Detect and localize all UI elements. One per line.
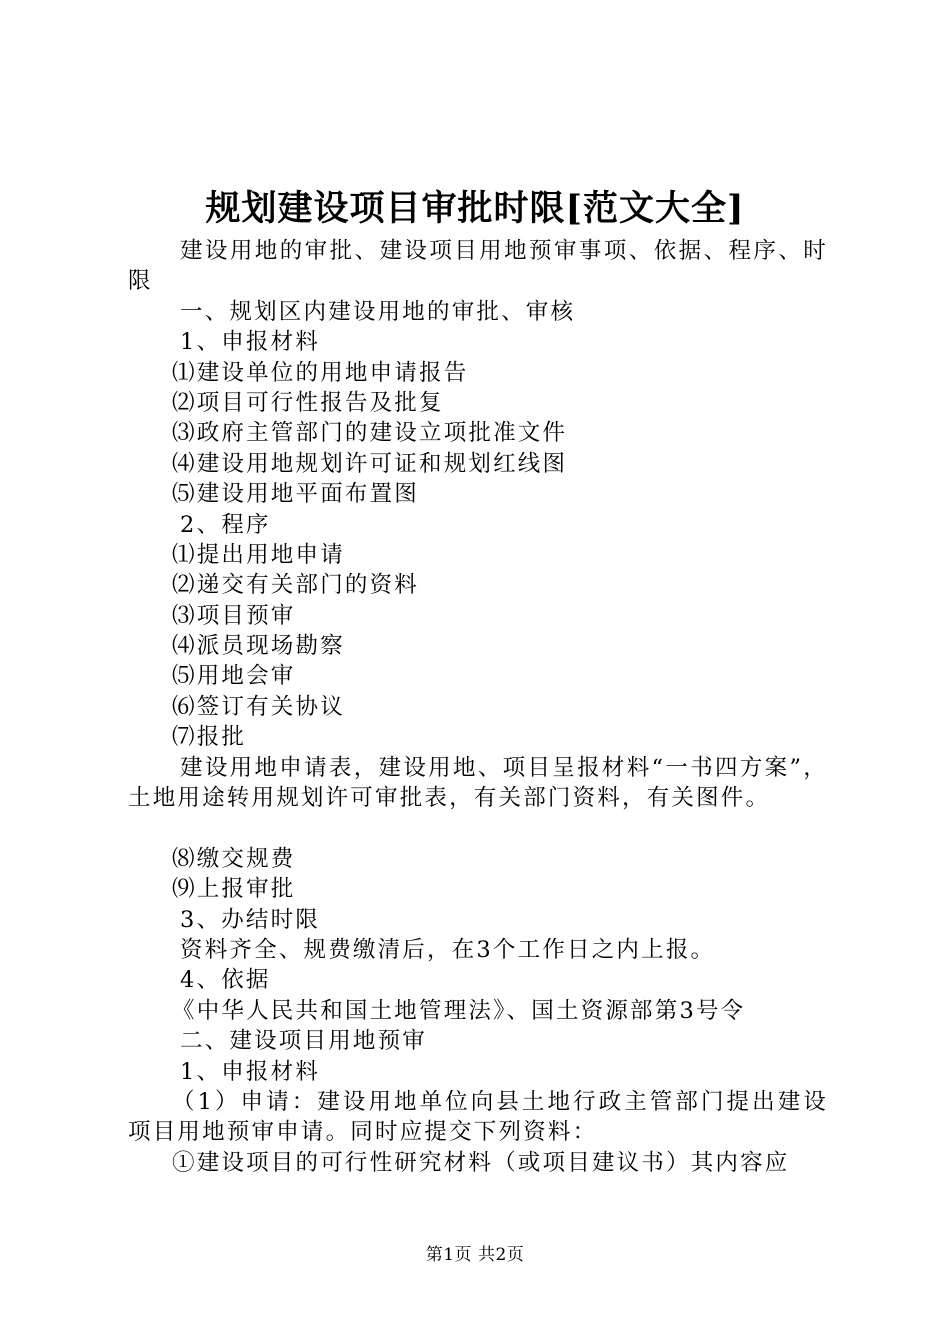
page-footer: 第1页 共2页 (425, 1245, 525, 1265)
paragraph-deadline: 资料齐全、规费缴清后，在3个工作日之内上报。 (180, 937, 716, 964)
paragraph-intro: 建设用地的审批、建设项目用地预审事项、依据、程序、时限 (128, 238, 828, 295)
list-item: ⑴建设单位的用地申请报告 (172, 359, 469, 386)
subsection-heading: 1、申报材料 (180, 329, 321, 356)
list-item: ⑷建设用地规划许可证和规划红线图 (172, 450, 568, 477)
document-body (128, 236, 828, 1178)
list-item: ⑴提出用地申请 (172, 541, 345, 568)
list-item: ⑵项目可行性报告及批复 (172, 389, 444, 416)
paragraph-materials: 建设用地申请表，建设用地、项目呈报材料“一书四方案”，土地用途转用规划许可审批表，有关部门资料，有关图件。 (128, 754, 828, 812)
section-heading-1: 一、规划区内建设用地的审批、审核 (180, 298, 576, 325)
document-title: 规划建设项目审批时限[范文大全] (205, 188, 745, 229)
paragraph-basis: 《中华人民共和国土地管理法》、国土资源部第3号令 (172, 997, 746, 1024)
section-heading-2: 二、建设项目用地预审 (180, 1028, 428, 1055)
list-item: ⑷派员现场勘察 (172, 633, 345, 660)
list-item: ⑹签订有关协议 (172, 693, 345, 720)
subsection-heading: 1、申报材料 (180, 1058, 321, 1085)
subsection-heading: 2、程序 (180, 511, 271, 538)
list-item: ⑻缴交规费 (172, 845, 296, 872)
list-item: ⑶项目预审 (172, 602, 296, 629)
paragraph-feasibility: ①建设项目的可行性研究材料（或项目建议书）其内容应 (172, 1149, 790, 1176)
list-item: ⑸建设用地平面布置图 (172, 481, 420, 508)
paragraph-application: （1）申请：建设用地单位向县土地行政主管部门提出建设项目用地预审申请。同时应提交下列资料： (128, 1088, 828, 1146)
list-item: ⑼上报审批 (172, 876, 296, 903)
list-item: ⑵递交有关部门的资料 (172, 572, 420, 599)
list-item: ⑶政府主管部门的建设立项批准文件 (172, 420, 568, 447)
subsection-heading: 3、办结时限 (180, 906, 321, 933)
list-item: ⑺报批 (172, 724, 247, 751)
list-item: ⑸用地会审 (172, 663, 296, 690)
subsection-heading: 4、依据 (180, 967, 271, 994)
